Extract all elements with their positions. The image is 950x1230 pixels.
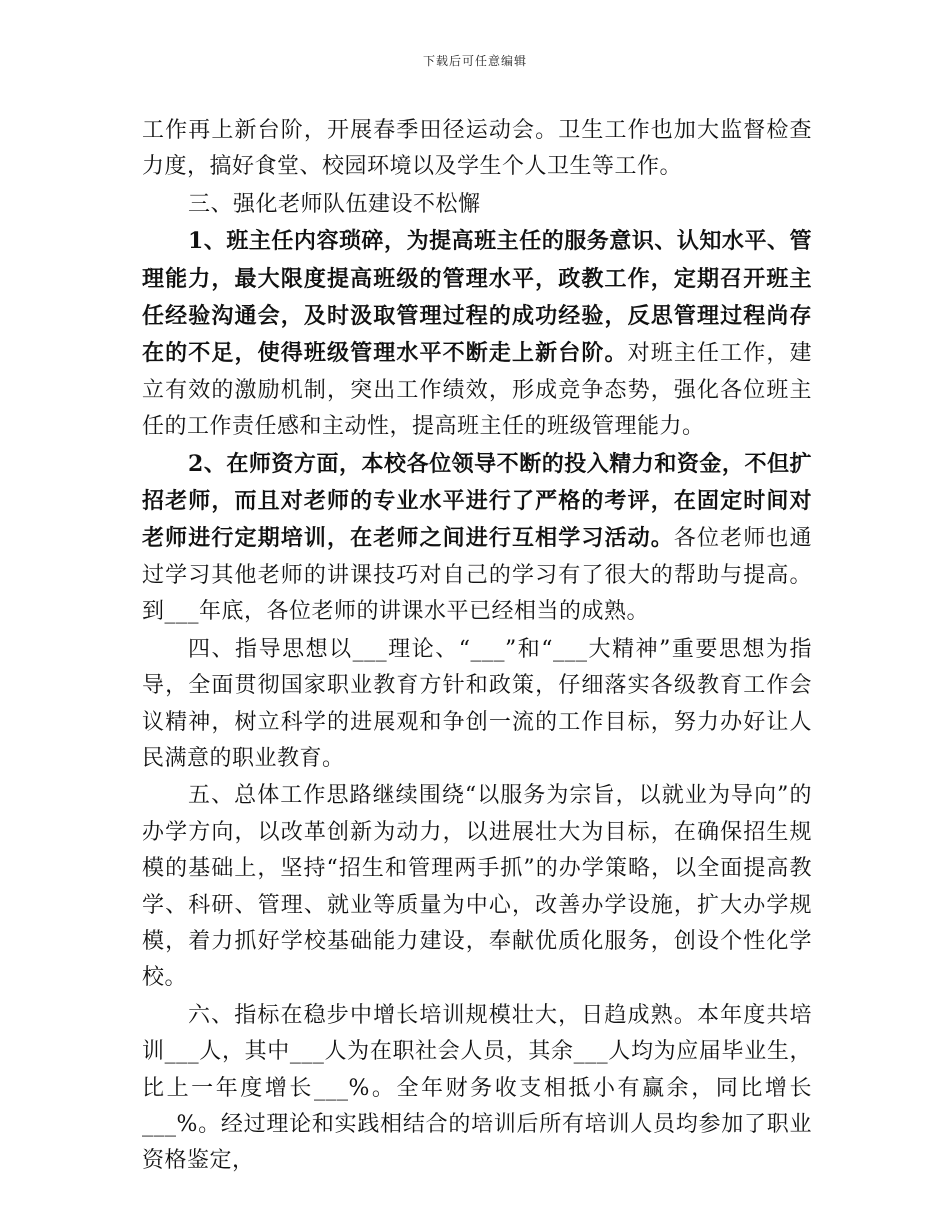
paragraph-6 (142, 777, 812, 996)
paragraph-4-text: 各位老师也通过学习其他老师的讲课技巧对自己的学习有了很大的帮助与提高。到___年底，各位老师的讲课水平已经相当的成熟。 (142, 526, 812, 625)
paragraph-3-text: 对班主任工作，建立有效的激励机制，突出工作绩效，形成竞争态势，强化各位班主任的工作责任感和主动性，提高班主任的班级管理能力。 (142, 341, 812, 440)
paragraph-1 (142, 112, 812, 186)
paragraph-5 (142, 631, 812, 778)
document-body (142, 112, 812, 1180)
paragraph-4 (142, 446, 812, 631)
paragraph-1-text: 工作再上新台阶，开展春季田径运动会。卫生工作也加大监督检查力度，搞好食堂、校园环境以及学生个人卫生等工作。 (142, 118, 812, 180)
page-header: 下载后可任意编辑 (422, 54, 527, 68)
section-heading-3 (142, 186, 812, 223)
paragraph-4-bold: 2、在师资方面，本校各位领导不断的投入精力和资金，不但扩招老师，而且对老师的专业水平进行了严格的考评，在固定时间对老师进行定期培训，在老师之间进行互相学习活动。 (142, 450, 812, 552)
paragraph-6-text: 五、总体工作思路继续围绕“以服务为宗旨，以就业为导向”的办学方向，以改革创新为动力，以进展壮大为目标，在确保招生规模的基础上，坚持“招生和管理两手抓”的办学策略，以全面提高教学、科研、管理、就业等质量为中心，改善办学设施，扩大办学规模，着力抓好学校基础能力建设，奉献优质化服务，创设个性化学校。 (142, 783, 812, 991)
paragraph-5-text: 四、指导思想以___理论、“___”和“___大精神”重要思想为指导，全面贯彻国家职业教育方针和政策，仔细落实各级教育工作会议精神，树立科学的进展观和争创一流的工作目标，努力办好让人民满意的职业教育。 (142, 636, 812, 771)
paragraph-3 (142, 223, 812, 445)
paragraph-7-text: 六、指标在稳步中增长培训规模壮大，日趋成熟。本年度共培训___人，其中___人为在职社会人员，其余___人均为应届毕业生，比上一年度增长___%。全年财务收支相抵小有赢余，同比增长___%。经过理论和实践相结合的培训后所有培训人员均参加了职业资格鉴定， (142, 1002, 812, 1174)
paragraph-3-bold: 1、班主任内容琐碎，为提高班主任的服务意识、认知水平、管理能力，最大限度提高班级的管理水平，政教工作，定期召开班主任经验沟通会，及时汲取管理过程的成功经验，反思管理过程尚存在的不足，使得班级管理水平不断走上新台阶。 (142, 228, 812, 367)
paragraph-7 (142, 997, 812, 1180)
paragraph-2-text: 三、强化老师队伍建设不松懈 (188, 191, 481, 217)
